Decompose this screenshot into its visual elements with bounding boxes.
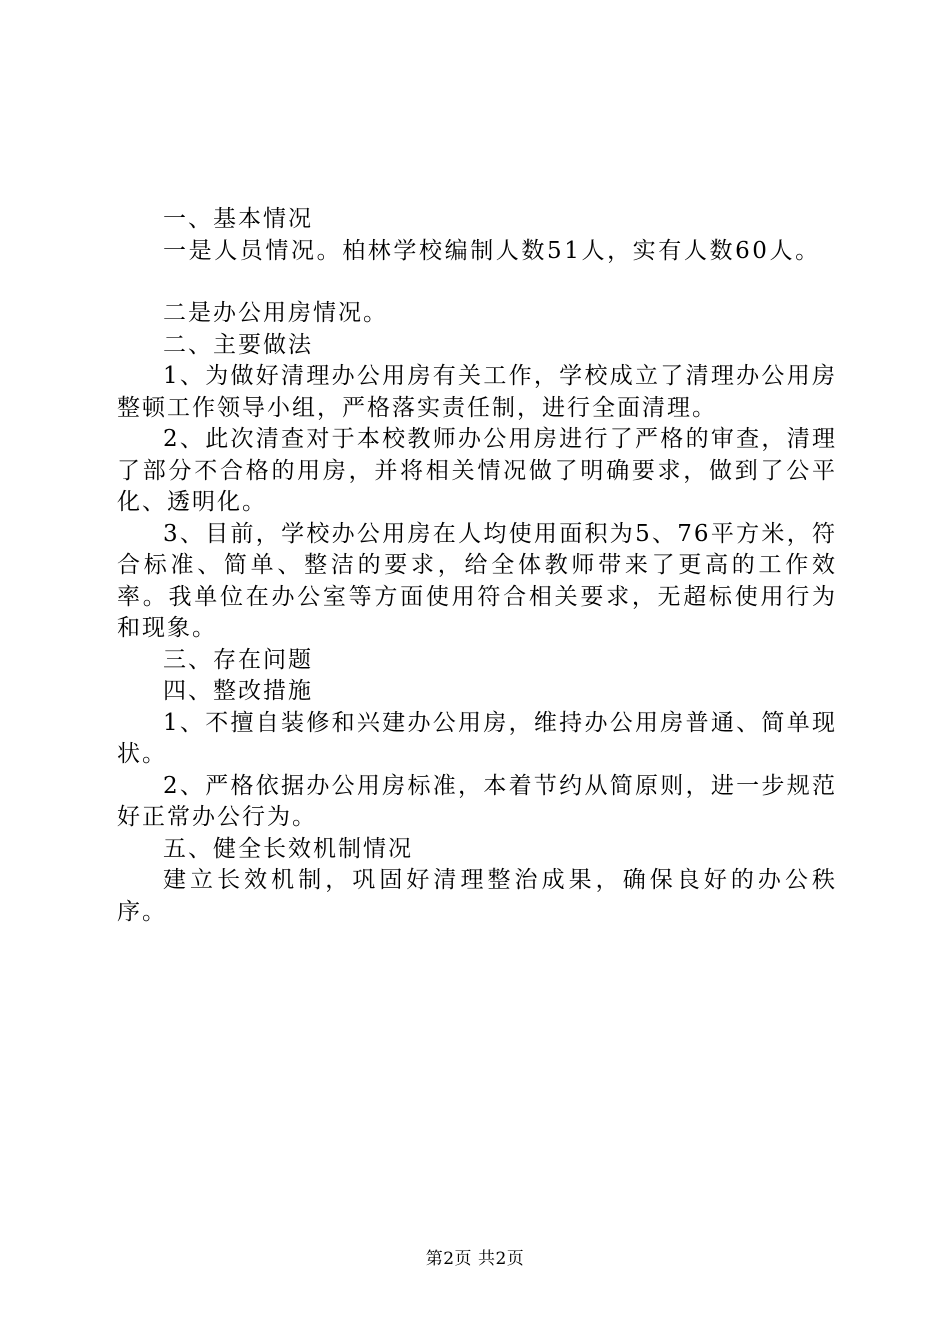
paragraph-measure-2: 2、严格依据办公用房标准，本着节约从简原则，进一步规范好正常办公行为。	[117, 772, 837, 830]
section-heading-measures: 四、整改措施	[163, 678, 313, 704]
page-number-footer: 第2页 共2页	[425, 1249, 525, 1269]
paragraph-mechanism: 建立长效机制，巩固好清理整治成果，确保良好的办公秩序。	[117, 867, 837, 925]
paragraph-method-3: 3、目前，学校办公用房在人均使用面积为5、76平方米，符合标准、简单、整洁的要求，给全体教师带来了更高的工作效率。我单位在办公室等方面使用符合相关要求，无超标使用行为和现象。	[117, 520, 837, 641]
paragraph-office-rooms: 二是办公用房情况。	[163, 300, 388, 326]
document-body	[117, 204, 837, 928]
section-heading-mechanism: 五、健全长效机制情况	[163, 835, 413, 862]
paragraph-staff: 一是人员情况。柏林学校编制人数51人，实有人数60人。	[163, 237, 821, 264]
section-heading-methods: 二、主要做法	[163, 331, 313, 358]
paragraph-method-2: 2、此次清查对于本校教师办公用房进行了严格的审查，清理了部分不合格的用房，并将相关情况做了明确要求，做到了公平化、透明化。	[117, 426, 837, 515]
section-heading-basic: 一、基本情况	[163, 206, 313, 232]
paragraph-measure-1: 1、不擅自装修和兴建办公用房，维持办公用房普通、简单现状。	[117, 709, 837, 767]
section-heading-problems: 三、存在问题	[163, 646, 313, 673]
paragraph-method-1: 1、为做好清理办公用房有关工作，学校成立了清理办公用房整顿工作领导小组，严格落实责任制，进行全面清理。	[117, 363, 837, 421]
